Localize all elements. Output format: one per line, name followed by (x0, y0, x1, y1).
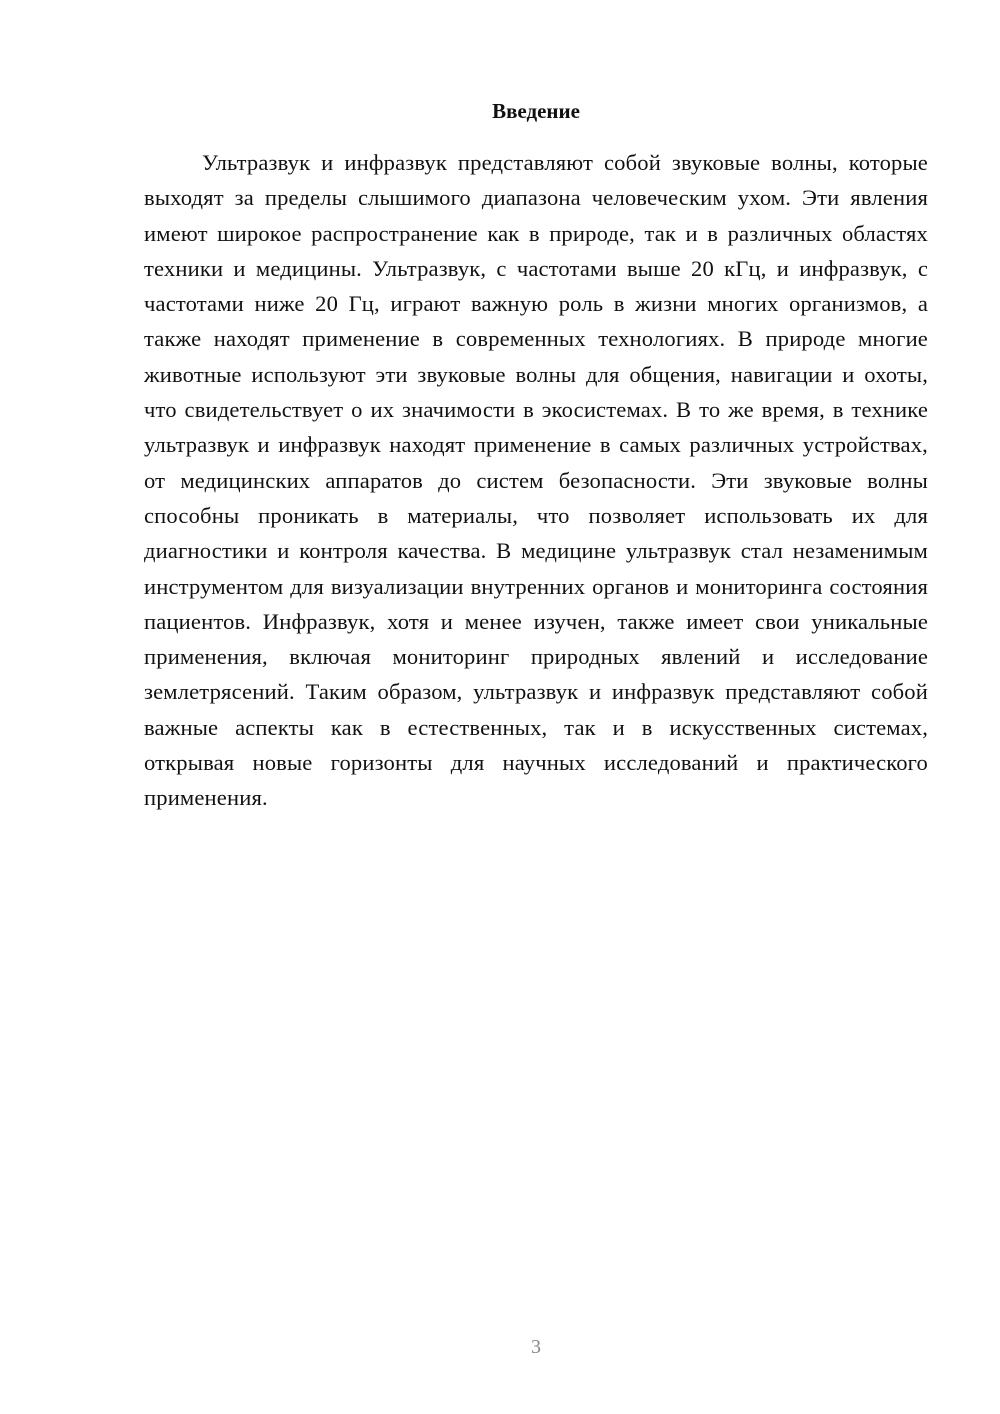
page-number: 3 (531, 1336, 541, 1358)
section-heading: Введение (492, 99, 580, 123)
body-paragraph: Ультразвук и инфразвук представляют собой звуковые волны, которые выходят за пределы слышимого диапазона человеческим ухом. Эти явления имеют широкое распространение как в природе, так и в различных областях техники и медицины. Ультразвук, с частотами выше 20 кГц, и инфразвук, с частотами ниже 20 Гц, играют важную роль в жизни многих организмов, а также находят применение в современных технологиях. В природе многие животные используют эти звуковые волны для общения, навигации и охоты, что свидетельствует о их значимости в экосистемах. В то же время, в технике ультразвук и инфразвук находят применение в самых различных устройствах, от медицинских аппаратов до систем безопасности. Эти звуковые волны способны проникать в материалы, что позволяет использовать их для диагностики и контроля качества. В медицине ультразвук стал незаменимым инструментом для визуализации внутренних органов и мониторинга состояния пациентов. Инфразвук, хотя и менее изучен, также имеет свои уникальные применения, включая мониторинг природных явлений и исследование землетрясений. Таким образом, ультразвук и инфразвук представляют собой важные аспекты как в естественных, так и в искусственных системах, открывая новые горизонты для научных исследований и практического применения. (144, 150, 928, 811)
